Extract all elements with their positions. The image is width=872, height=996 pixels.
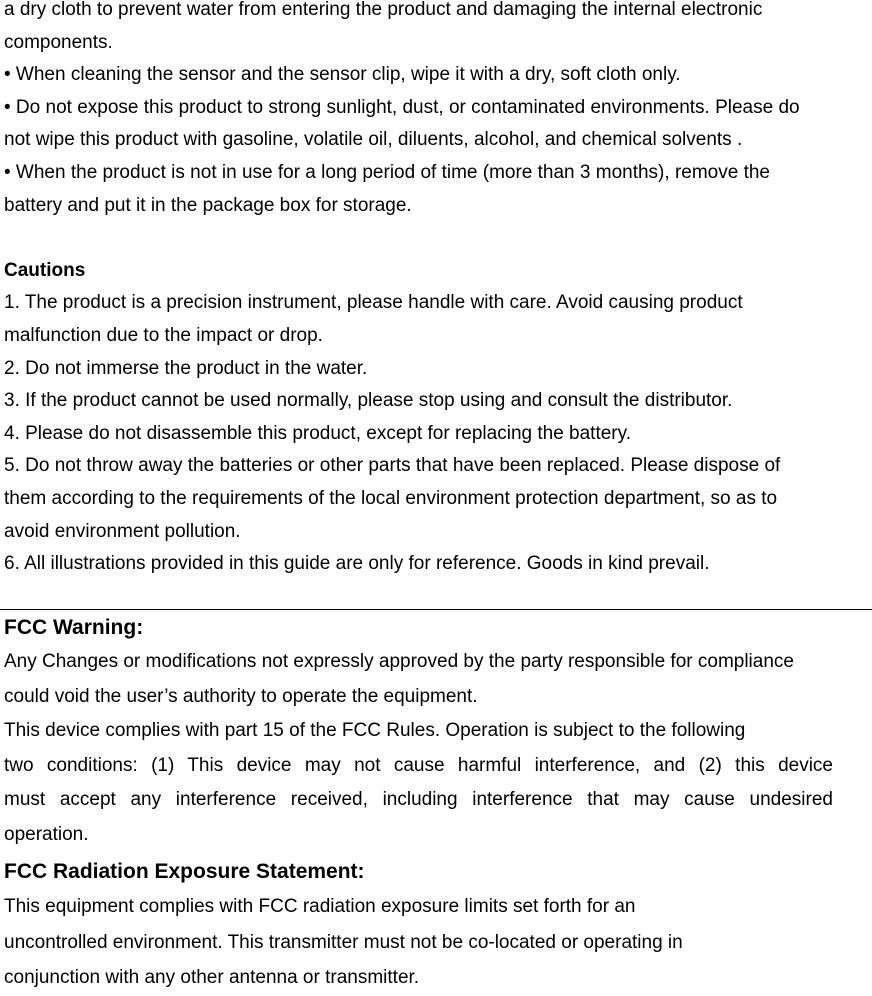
caution-item-line: malfunction due to the impact or drop. — [4, 324, 323, 346]
fcc-radiation-section — [4, 855, 870, 996]
fcc-warning-line: could void the user’s authority to operate the equipment. — [4, 685, 478, 707]
caution-item-line: 3. If the product cannot be used normally, please stop using and consult the distributor. — [4, 390, 733, 412]
fcc-warning-section — [4, 611, 870, 852]
care-and-cautions-section — [4, 0, 870, 581]
fcc-warning-line: two conditions: (1) This device may not cause harmful interference, and (2) this device — [4, 754, 833, 776]
fcc-radiation-line: conjunction with any other antenna or transmitter. — [4, 967, 420, 988]
caution-item-line: 5. Do not throw away the batteries or other parts that have been replaced. Please dispose of — [4, 455, 781, 477]
fcc-warning-line: Any Changes or modifications not expressly approved by the party responsible for compliance — [4, 651, 794, 672]
section-divider — [0, 609, 872, 610]
care-text-line: not wipe this product with gasoline, volatile oil, diluents, alcohol, and chemical solvents . — [4, 129, 743, 151]
caution-item-line: them according to the requirements of the local environment protection department, so as to — [4, 487, 778, 509]
fcc-warning-title: FCC Warning: — [4, 616, 144, 639]
caution-item-line: 1. The product is a precision instrument, please handle with care. Avoid causing product — [4, 292, 743, 314]
care-text-line: a dry cloth to prevent water from entering the product and damaging the internal electronic — [4, 0, 763, 20]
fcc-warning-line: operation. — [4, 823, 89, 845]
fcc-warning-line: This device complies with part 15 of the FCC Rules. Operation is subject to the following — [4, 720, 746, 741]
fcc-radiation-line: uncontrolled environment. This transmitter must not be co-located or operating in — [4, 931, 683, 953]
care-bullet-line: • When cleaning the sensor and the sensor clip, wipe it with a dry, soft cloth only. — [4, 64, 681, 86]
cautions-heading: Cautions — [4, 259, 86, 281]
care-text-line: battery and put it in the package box for storage. — [4, 194, 412, 216]
caution-item-line: 6. All illustrations provided in this guide are only for reference. Goods in kind prevail. — [4, 553, 710, 575]
care-text-line: components. — [4, 31, 113, 53]
caution-item-line: 2. Do not immerse the product in the water. — [4, 357, 368, 379]
care-bullet-line: • When the product is not in use for a long period of time (more than 3 months), remove the — [4, 161, 770, 183]
paragraph-gap — [4, 222, 870, 255]
caution-item-line: avoid environment pollution. — [4, 520, 241, 542]
fcc-warning-line: must accept any interference received, including interference that may cause undesired — [4, 789, 833, 810]
fcc-radiation-line: This equipment complies with FCC radiation exposure limits set forth for an — [4, 896, 636, 917]
care-bullet-line: • Do not expose this product to strong sunlight, dust, or contaminated environments. Please do — [4, 96, 800, 118]
fcc-radiation-title: FCC Radiation Exposure Statement: — [4, 860, 365, 883]
caution-item-line: 4. Please do not disassemble this product, except for replacing the battery. — [4, 422, 631, 444]
